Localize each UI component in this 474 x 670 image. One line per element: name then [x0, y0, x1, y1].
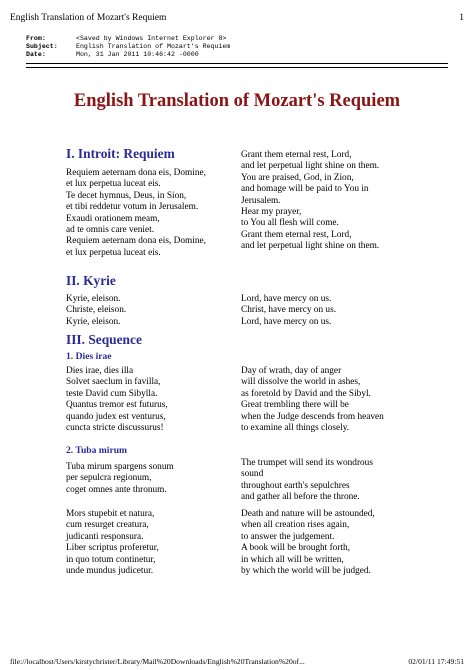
print-header — [10, 13, 464, 23]
section-heading-introit: I. Introit: Requiem — [66, 146, 175, 161]
section-heading-kyrie: II. Kyrie — [66, 273, 116, 288]
text-line: Jerusalem. — [241, 195, 281, 206]
subject-value: English Translation of Mozart's Requiem — [76, 43, 231, 50]
subsection-heading-tuba-mirum: 2. Tuba mirum — [66, 445, 128, 456]
text-line: and let perpetual light shine on them. — [241, 241, 380, 252]
text-line: Great trembling there will be — [241, 400, 349, 411]
text-line: to answer the judgement. — [241, 531, 335, 542]
text-line: Tuba mirum spargens sonum — [66, 462, 174, 472]
text-line: Liber scriptus proferetur, — [66, 543, 159, 554]
text-line: cum resurget creatura, — [66, 520, 149, 531]
text-line: throughout earth's sepulchres — [241, 480, 350, 491]
date-label: Date: — [26, 51, 46, 58]
text-line: and homage will be paid to You in — [241, 184, 369, 195]
top-divider — [26, 63, 448, 64]
text-line: cuncta stricte discussurus! — [66, 423, 164, 434]
dies-irae-latin-text — [66, 366, 232, 434]
page-number: 1 — [459, 13, 464, 23]
introit-english-text — [241, 150, 441, 253]
text-line: Grant them eternal rest, Lord, — [241, 150, 352, 160]
text-line: Exaudi orationem meam, — [66, 213, 160, 224]
date-value: Mon, 31 Jan 2011 10:46:42 -0000 — [76, 51, 199, 58]
text-line: et lux perpetua luceat eis. — [66, 247, 161, 258]
section-heading-sequence: III. Sequence — [66, 332, 142, 347]
introit-latin-text — [66, 168, 232, 259]
text-line: Hear my prayer, — [241, 207, 302, 218]
text-line: unde mundus judicetur. — [66, 566, 154, 577]
tuba-mirum-english-text — [241, 458, 441, 504]
text-line: Dies irae, dies illa — [66, 366, 134, 376]
footer-file-path: file://localhost/Users/kirstychrister/Library/Mail%20Downloads/English%20Translation%20of... — [10, 657, 305, 666]
text-line: Christe, eleison. — [66, 305, 127, 316]
text-line: The trumpet will send its wondrous — [241, 458, 373, 468]
text-line: Day of wrath, day of anger — [241, 366, 342, 376]
text-line: in quo totum continetur, — [66, 554, 156, 565]
text-line: Mors stupebit et natura, — [66, 509, 155, 519]
text-line: Quantus tremor est futurus, — [66, 400, 168, 411]
text-line: quando judex est venturus, — [66, 411, 166, 422]
from-value: <Saved by Windows Internet Explorer 8> — [76, 35, 227, 42]
text-line: Requiem aeternam dona eis, Domine, — [66, 236, 206, 247]
kyrie-latin-text — [66, 294, 232, 328]
email-meta — [26, 35, 230, 59]
text-line: by which the world will be judged. — [241, 566, 371, 577]
text-line: judicanti responsura. — [66, 531, 144, 542]
print-footer — [10, 657, 464, 666]
document-title: English Translation of Mozart's Requiem — [73, 91, 401, 111]
text-line: et tibi reddetur votum in Jerusalem. — [66, 202, 199, 213]
tuba-mirum-latin-text — [66, 462, 232, 496]
text-line: A book will be brought forth, — [241, 543, 350, 554]
text-line: when all creation rises again, — [241, 520, 350, 531]
text-line: et lux perpetua luceat eis. — [66, 179, 161, 190]
text-line: per sepulcra regionum, — [66, 473, 152, 484]
text-line: and let perpetual light shine on them. — [241, 161, 380, 172]
text-line: as foretold by David and the Sibyl. — [241, 388, 371, 399]
text-line: Grant them eternal rest, Lord, — [241, 229, 352, 240]
text-line: Death and nature will be astounded, — [241, 509, 375, 519]
text-line: ad te omnis care veniet. — [66, 225, 155, 236]
footer-datetime: 02/01/11 17:49:51 — [408, 657, 464, 666]
text-line: Christ, have mercy on us. — [241, 305, 337, 316]
text-line: Te decet hymnus, Deus, in Sion, — [66, 190, 187, 201]
mors-stupebit-latin-text — [66, 509, 232, 577]
text-line: teste David cum Sibylla. — [66, 388, 158, 399]
top-divider-second — [26, 67, 448, 68]
text-line: Lord, have mercy on us. — [241, 294, 332, 304]
text-line: and gather all before the throne. — [241, 492, 360, 503]
text-line: in which all will be written, — [241, 554, 344, 565]
text-line: Lord, have mercy on us. — [241, 316, 332, 327]
text-line: Kyrie, eleison. — [66, 294, 121, 304]
text-line: Solvet saeclum in favilla, — [66, 377, 161, 388]
text-line: Requiem aeternam dona eis, Domine, — [66, 168, 206, 178]
subsection-heading-dies-irae: 1. Dies irae — [66, 351, 112, 362]
print-header-title: English Translation of Mozart's Requiem — [10, 13, 167, 23]
text-line: coget omnes ante thronum. — [66, 484, 167, 495]
text-line: Kyrie, eleison. — [66, 316, 121, 327]
subject-label: Subject: — [26, 43, 58, 50]
death-and-nature-english-text — [241, 509, 441, 577]
text-line: when the Judge descends from heaven — [241, 411, 384, 422]
text-line: to examine all things closely. — [241, 423, 350, 434]
text-line: You are praised, God, in Zion, — [241, 172, 354, 183]
text-line: will dissolve the world in ashes, — [241, 377, 361, 388]
text-line: to You all flesh will come. — [241, 218, 339, 229]
from-label: From: — [26, 35, 46, 42]
kyrie-english-text — [241, 294, 441, 328]
text-line: sound — [241, 469, 264, 480]
dies-irae-english-text — [241, 366, 441, 434]
